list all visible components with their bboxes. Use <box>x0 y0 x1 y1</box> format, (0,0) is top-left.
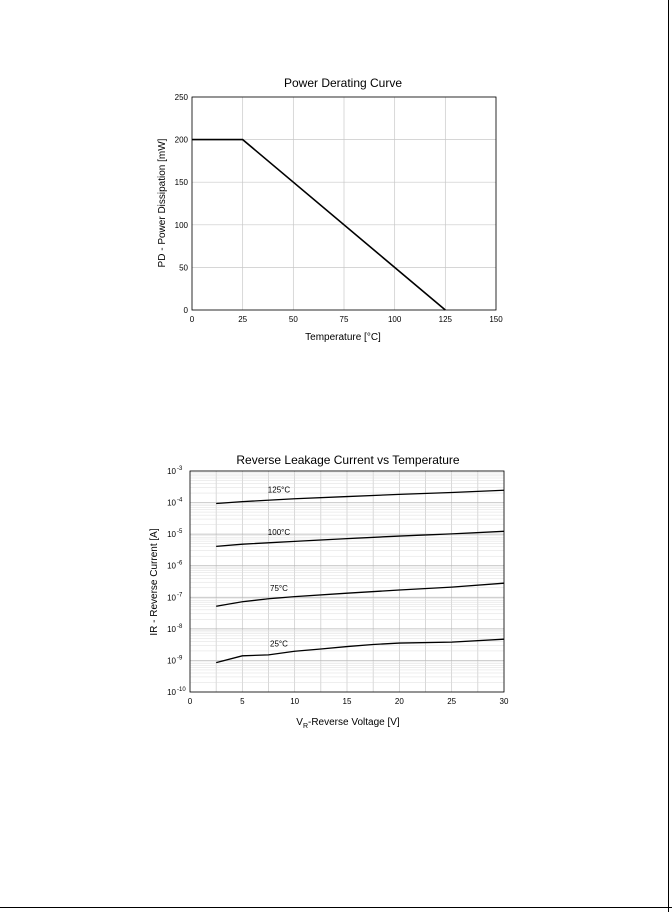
y-tick-label: 10 <box>167 561 176 571</box>
y-tick-exponent: -3 <box>177 466 183 472</box>
y-tick-label: 10 <box>167 688 176 697</box>
x-tick-label: 100 <box>387 315 402 324</box>
y-tick-exponent: -9 <box>177 655 183 662</box>
y-tick-exponent: -4 <box>177 497 183 504</box>
y-tick-label: 10 <box>167 656 176 666</box>
y-tick-label: 50 <box>179 263 188 273</box>
x-axis-label-rest: -Reverse Voltage [V] <box>308 717 400 728</box>
leakage-curve <box>216 490 504 503</box>
y-axis-label: PD - Power Dissipation [mW] <box>157 138 168 268</box>
x-tick-label: 125 <box>438 315 453 324</box>
y-tick-exponent: -8 <box>177 623 183 630</box>
y-tick-exponent: -7 <box>177 592 183 599</box>
x-axis-label <box>296 717 400 730</box>
x-axis-label-subscript: R <box>302 723 309 730</box>
x-tick-label: 20 <box>394 697 404 706</box>
y-tick-exponent: -5 <box>177 529 183 536</box>
y-tick-label: 200 <box>174 135 188 145</box>
series-label: 25°C <box>270 639 288 649</box>
x-axis-label-main: V <box>296 717 303 728</box>
x-tick-label: 15 <box>342 697 352 706</box>
leakage-curve <box>216 583 504 606</box>
y-tick-exponent: -6 <box>177 560 183 567</box>
y-tick-exponent: -10 <box>177 687 186 693</box>
y-axis-label: IR - Reverse Current [A] <box>149 528 160 636</box>
x-tick-label: 50 <box>288 315 298 324</box>
x-tick-label: 5 <box>240 697 245 706</box>
x-tick-label: 0 <box>187 697 193 706</box>
x-tick-label: 150 <box>489 315 503 324</box>
y-tick-label: 10 <box>167 530 176 540</box>
series-label: 75°C <box>270 583 288 593</box>
y-tick-label: 100 <box>174 220 188 230</box>
x-tick-label: 0 <box>189 315 195 324</box>
y-tick-label: 250 <box>174 93 188 102</box>
x-tick-label: 25 <box>238 315 248 324</box>
chart-title: Power Derating Curve <box>283 76 403 90</box>
series-label: 100°C <box>267 528 291 538</box>
x-tick-label: 75 <box>339 315 349 324</box>
x-axis-label: Temperature [°C] <box>305 332 381 343</box>
y-tick-label: 10 <box>167 467 176 476</box>
x-tick-label: 30 <box>499 697 509 706</box>
chart-title: Reverse Leakage Current vs Temperature <box>236 453 460 467</box>
y-tick-label: 10 <box>167 498 176 508</box>
y-tick-label: 10 <box>167 624 176 634</box>
x-tick-label: 10 <box>290 697 300 706</box>
y-tick-label: 0 <box>183 306 188 315</box>
y-tick-label: 10 <box>167 593 176 603</box>
x-tick-label: 25 <box>447 697 457 706</box>
y-tick-label: 150 <box>174 178 188 188</box>
series-label: 125°C <box>267 485 291 495</box>
